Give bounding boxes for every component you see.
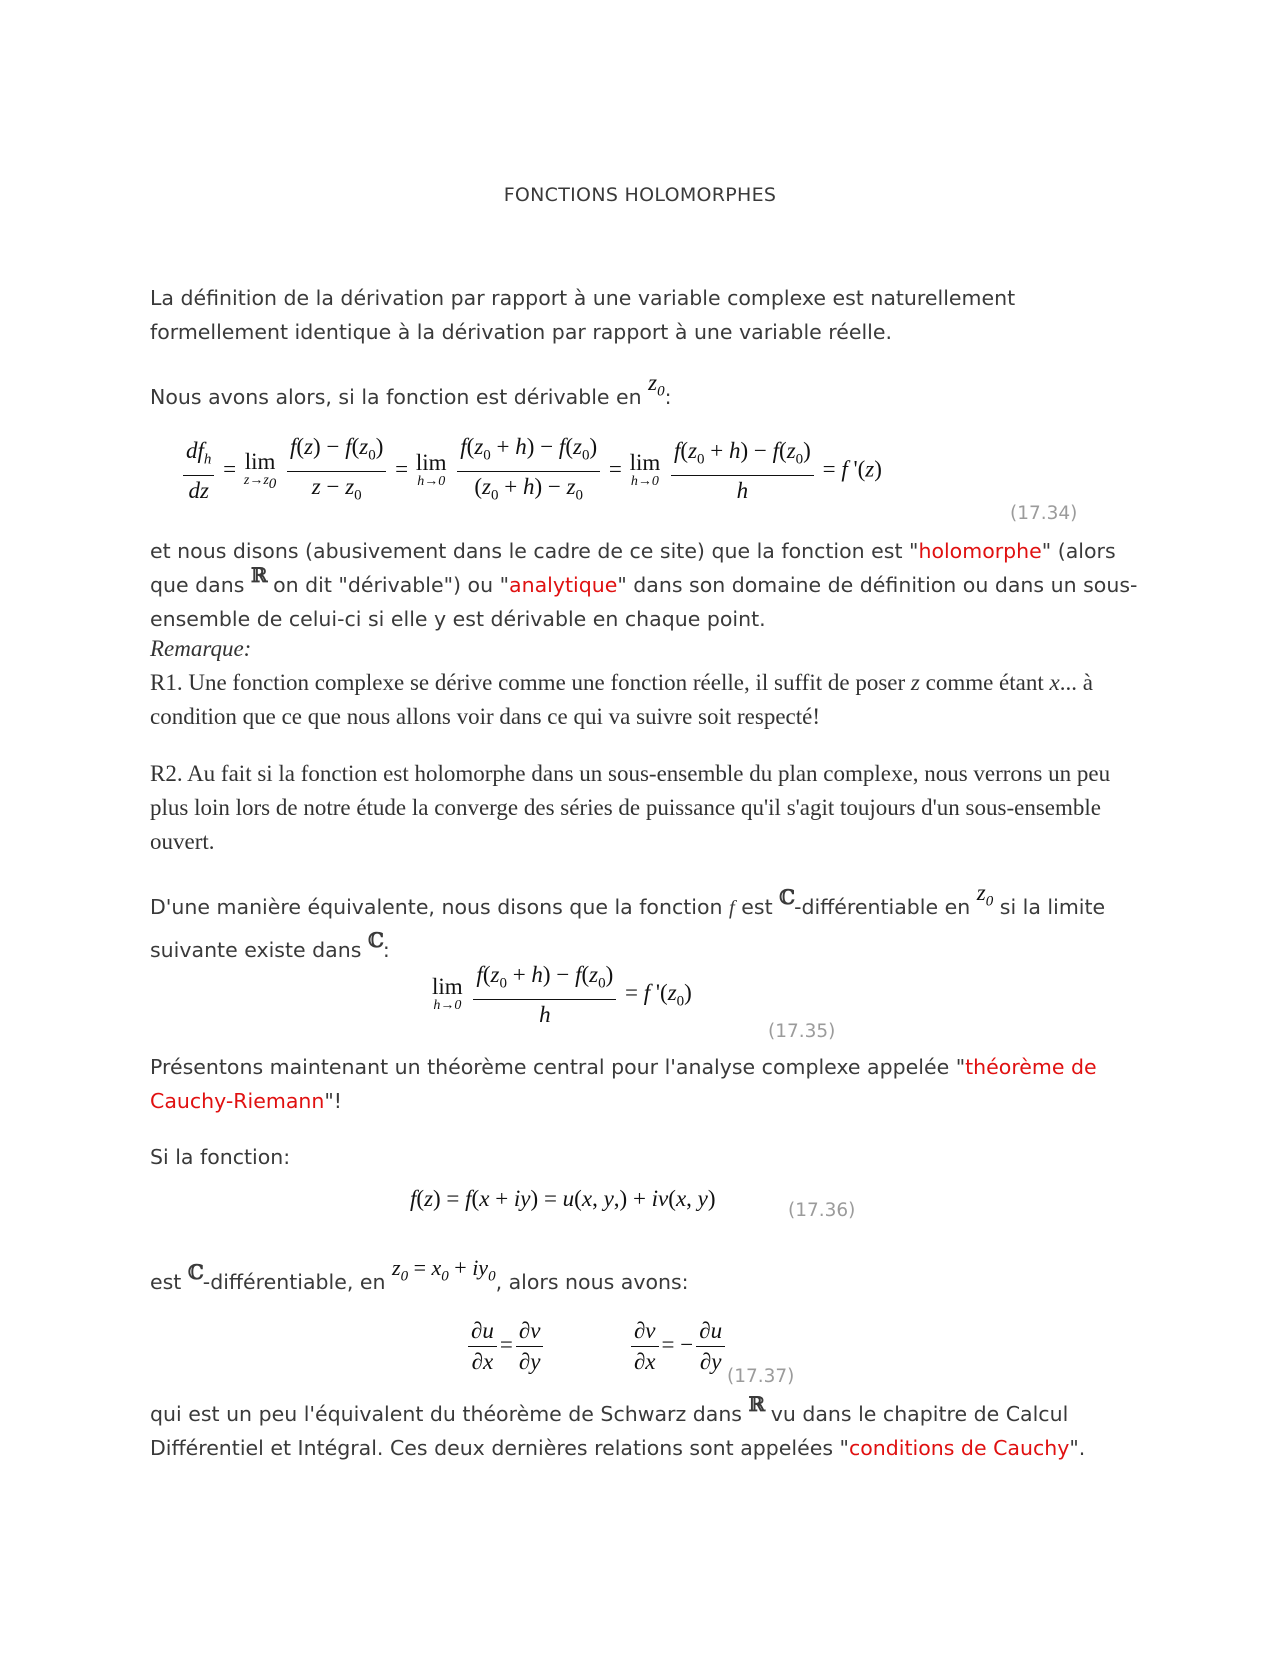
cdiff-colon: : — [382, 937, 390, 962]
cdiff-var-f: f — [729, 897, 735, 919]
cdiff-text-a: D'une manière équivalente, nous disons que la fonction — [150, 895, 723, 919]
paragraph-holomorphe — [150, 534, 1140, 636]
paragraph-schwarz — [150, 1392, 1140, 1465]
holomorphe-text-b: " (alors que dans — [150, 539, 1116, 597]
remark-r1 — [150, 666, 1140, 734]
schwarz-text-a: qui est un peu l'équivalent du théorème de Schwarz dans — [150, 1402, 742, 1426]
paragraph-intro-text: La définition de la dérivation par rapport à une variable complexe est naturellement formellement identique à la dérivation par rapport à une variable réelle. — [150, 286, 1016, 344]
estc-text-c: , alors nous avons: — [495, 1270, 689, 1294]
holomorphe-text-d: " dans son domaine de définition ou dans un sous-ensemble de celui-ci si elle y est dérivable en chaque point. — [150, 573, 1138, 631]
equation-number-17-35: (17.35) — [768, 1021, 836, 1042]
symbol-complex-2: ℂ — [367, 927, 383, 952]
cdiff-text-b: est — [741, 895, 773, 919]
holomorphe-text-c: on dit "dérivable") ou " — [273, 573, 510, 597]
schwarz-text-b: vu dans le chapitre de Calcul Différentiel et Intégral. Ces deux dernières relations sont appelées " — [150, 1402, 1069, 1460]
symbol-complex: ℂ — [779, 885, 795, 909]
equation-17-36: f(z) = f(x + iy) = u(x, y,) + iv(x, y) — [410, 1186, 716, 1211]
math-z0: $z_0$ — [648, 370, 665, 400]
paragraph-est-c-differentiable — [150, 1255, 1140, 1307]
equation-number-17-34: (17.34) — [1010, 503, 1078, 524]
math-z0-inline: $z_0$ — [976, 880, 994, 910]
symbol-reals: ℝ — [250, 563, 267, 587]
colon: : — [664, 385, 672, 409]
equation-number-17-37: (17.37) — [727, 1366, 795, 1387]
link-analytique[interactable]: analytique — [509, 573, 618, 597]
page-title: FONCTIONS HOLOMORPHES — [503, 184, 777, 206]
paragraph-si-la-fonction: Si la fonction: — [150, 1145, 291, 1169]
equation-17-34: $\frac{df_h}{dz}$ = lim $z\to z_0$ $\frac{f(z) - f(z_0)}{z - z_0}$ = lim h→0 $\frac{f(z_0 + h) - f(z_0)}{(z_0 + h) - z_0}$ = lim h→0 $\frac{f(z_0 + h) - f(z_0)}{h}$ = f '(z) — [180, 432, 980, 510]
cdiff-text-d: si la limite suivante existe dans — [150, 895, 1106, 962]
paragraph-intro — [150, 281, 1140, 349]
schwarz-text-c: ". — [1069, 1436, 1086, 1460]
equation-17-35: lim h→0 $\frac{f(z_0 + h) - f(z_0)}{h}$ = f '$(z_0)$ — [432, 962, 692, 1027]
paragraph-c-differentiable — [150, 880, 1140, 967]
derivable-text: Nous avons alors, si la fonction est dérivable en — [150, 385, 642, 409]
r1-text-a: R1. Une fonction complexe se dérive comme une fonction réelle, il suffit de poser — [150, 670, 906, 695]
math-z0-decomposition: $z_0 = x_0 + iy_0$ — [392, 1255, 496, 1285]
r1-var-z: z — [910, 670, 920, 695]
link-holomorphe[interactable]: holomorphe — [918, 539, 1042, 563]
cdiff-text-c: -différentiable en — [794, 895, 971, 919]
estc-text-a: est — [150, 1270, 182, 1294]
remark-r2: R2. Au fait si la fonction est holomorphe dans un sous-ensemble du plan complexe, nous verrons un peu plus loin lors de notre étude la converge des séries de puissance qu'il s'agit toujours d'un sous-ensemble ouvert. — [150, 761, 1111, 854]
theoreme-text-a: Présentons maintenant un théorème central pour l'analyse complexe appelée " — [150, 1055, 966, 1079]
r1-var-x: x — [1049, 670, 1060, 695]
r1-text-b: comme étant — [925, 670, 1044, 695]
equation-17-37: $\frac{\partial u}{\partial x}$ = $\frac{\partial v}{\partial y}$ $\frac{\partial v}{\partial x}$ = − $\frac{\partial u}{\partial y}$ — [465, 1316, 728, 1377]
holomorphe-text-a: et nous disons (abusivement dans le cadre de ce site) que la fonction est " — [150, 539, 919, 563]
link-theoreme-cauchy-riemann[interactable]: théorème de Cauchy-Riemann — [150, 1055, 1097, 1113]
r1-text-c: ... à condition que ce que nous allons voir dans ce qui va suivre soit respecté! — [150, 670, 1093, 729]
symbol-reals-2: ℝ — [748, 1392, 765, 1416]
remarque-heading: Remarque: — [150, 636, 252, 661]
paragraph-derivable — [150, 370, 1140, 423]
symbol-complex-3: ℂ — [187, 1260, 203, 1284]
paragraph-theoreme — [150, 1050, 1140, 1118]
equation-number-17-36: (17.36) — [788, 1200, 856, 1221]
estc-text-b: -différentiable, en — [202, 1270, 386, 1294]
theoreme-text-b: "! — [324, 1089, 343, 1113]
link-conditions-de-cauchy[interactable]: conditions de Cauchy — [848, 1436, 1070, 1460]
